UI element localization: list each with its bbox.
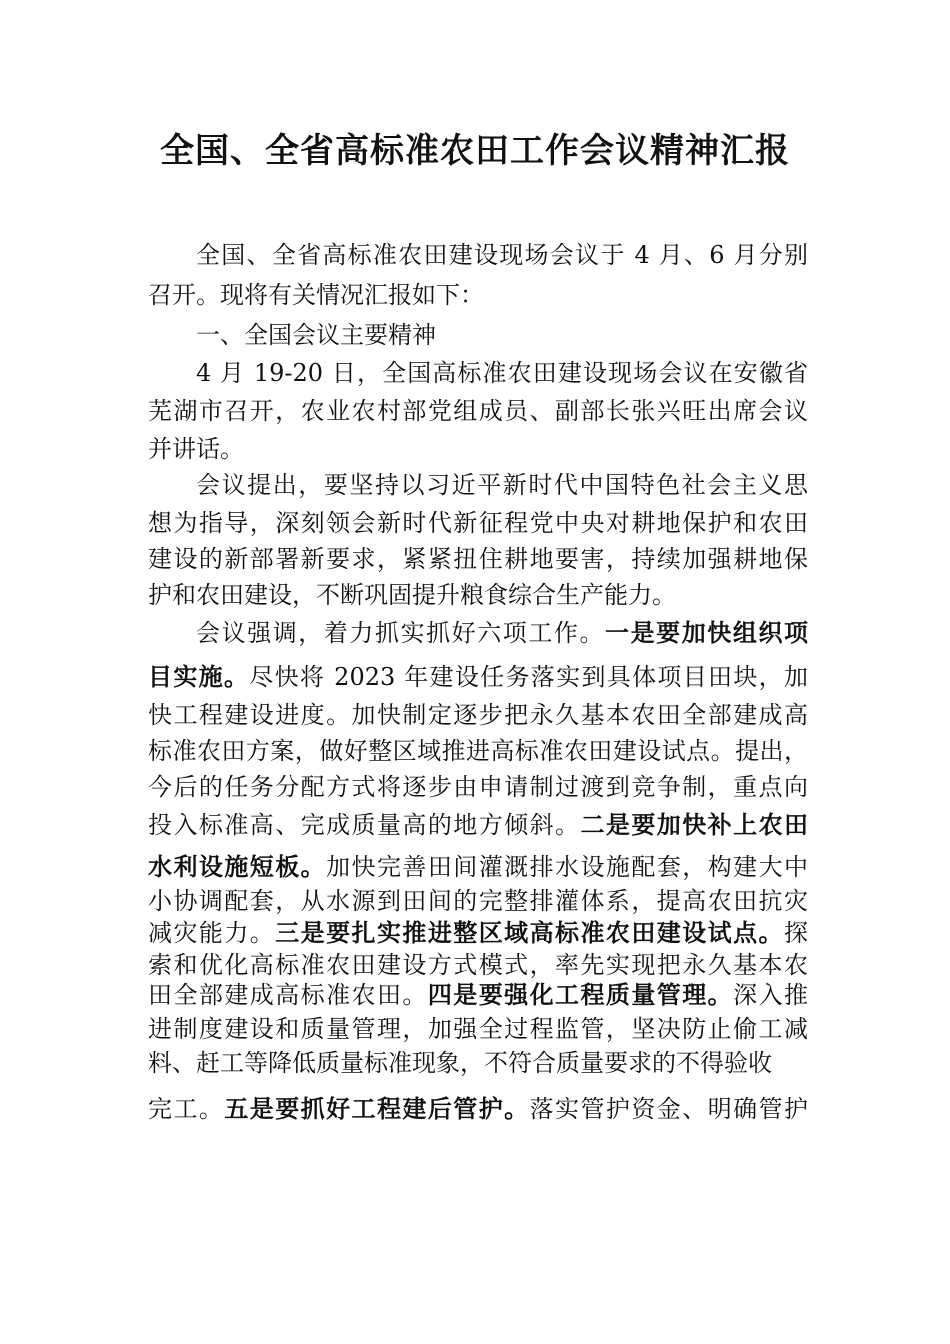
text-run: 会议强调，着力抓实抓好六项工作。 (196, 619, 606, 647)
text-run: 完工。 (148, 1095, 225, 1123)
bold-text-run: 三是要扎实推进整区域高标准农田建设试点。 (275, 919, 785, 947)
text-run: 召开。现将有关情况汇报如下： (148, 281, 484, 309)
text-run: 全国、全省高标准农田建设现场会议于 4 月、6 月分别 (196, 241, 808, 269)
text-run: 尽快将 2023 年建设任务落实到具体项目田块，加 (249, 663, 808, 691)
bold-text-run: 水利设施短板。 (148, 853, 327, 881)
text-run: 进制度建设和质量管理，加强全过程监管，坚决防止偷工减 (148, 1015, 808, 1043)
body-line (148, 884, 808, 918)
body-line (148, 660, 808, 694)
body-line (148, 948, 808, 982)
text-run: 田全部建成高标准农田。 (148, 981, 428, 1009)
body-line (148, 1012, 808, 1046)
text-run: 建设的新部署新要求，紧紧扭住耕地要害，持续加强耕地保 (148, 545, 808, 573)
body-line (148, 506, 808, 540)
body-line (148, 432, 808, 466)
text-run: 标准农田方案，做好整区域推进高标准农田建设试点。提出， (148, 737, 808, 765)
text-run: 加快完善田间灌溉排水设施配套，构建大中 (326, 853, 809, 881)
body-line (148, 850, 808, 884)
text-run: 索和优化高标准农田建设方式模式，率先实现把永久基本农 (148, 951, 808, 979)
bold-text-run: 目实施。 (148, 663, 250, 691)
body-line (148, 916, 808, 950)
body-line (148, 238, 808, 272)
text-run: 小协调配套，从水源到田间的完整排灌体系，提高农田抗灾 (148, 887, 808, 915)
text-run: 投入标准高、完成质量高的地方倾斜。 (148, 811, 581, 839)
text-run: 料、赶工等降低质量标准现象，不符合质量要求的不得验收 (148, 1049, 772, 1077)
text-run: 落实管护资金、明确管护 (529, 1095, 809, 1123)
body-line (148, 542, 808, 576)
body-line (148, 978, 808, 1012)
body-line (148, 1046, 808, 1080)
body-line (148, 734, 808, 768)
text-run: 深入推 (733, 981, 809, 1009)
text-run: 探 (784, 919, 809, 947)
body-line (148, 698, 808, 732)
text-run: 快工程建设进度。加快制定逐步把永久基本农田全部建成高 (148, 701, 808, 729)
text-run: 并讲话。 (148, 435, 244, 463)
text-run: 减灾能力。 (148, 919, 276, 947)
text-run: 芜湖市召开，农业农村部党组成员、副部长张兴旺出席会议 (148, 397, 808, 425)
bold-text-run: 一是要加快组织项 (605, 619, 809, 647)
bold-text-run: 二是要加快补上农田 (580, 811, 809, 839)
document-title: 全国、全省高标准农田工作会议精神汇报 (160, 131, 790, 171)
section-heading: 一、全国会议主要精神 (196, 321, 436, 349)
bold-text-run: 四是要强化工程质量管理。 (427, 981, 734, 1009)
body-line (148, 770, 808, 804)
bold-text-run: 五是要抓好工程建后管护。 (224, 1095, 530, 1123)
body-line (148, 1092, 808, 1126)
body-line (148, 578, 808, 612)
body-line (148, 394, 808, 428)
text-run: 4 月 19-20 日，全国高标准农田建设现场会议在安徽省 (196, 359, 808, 387)
body-line (148, 356, 808, 390)
body-line (148, 808, 808, 842)
text-run: 想为指导，深刻领会新时代新征程党中央对耕地保护和农田 (148, 509, 808, 537)
text-run: 护和农田建设，不断巩固提升粮食综合生产能力。 (148, 581, 676, 609)
body-line (148, 278, 808, 312)
body-line (148, 616, 808, 650)
text-run: 会议提出，要坚持以习近平新时代中国特色社会主义思 (196, 471, 808, 499)
text-run: 今后的任务分配方式将逐步由申请制过渡到竞争制，重点向 (148, 773, 808, 801)
body-line (148, 468, 808, 502)
